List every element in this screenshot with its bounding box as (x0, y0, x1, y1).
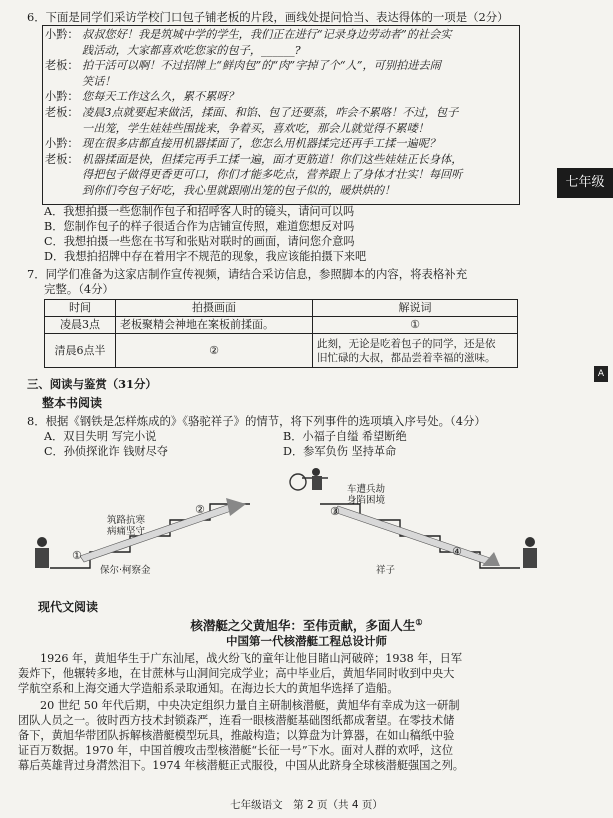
q6-dialog-line (45, 59, 441, 73)
article-paragraph-1 (18, 651, 518, 696)
p2-line4: 证百万数据。1970 年，中国首艘攻击型核潜艇“长征一号”下水。面对人群的欢呼，这位 (18, 744, 454, 757)
side-marker-a: A (594, 366, 608, 382)
dialog-text: 凌晨3点就要起来做活，揉面、和馅、包了还要蒸，咋会不累咯！不过，包子 (82, 106, 459, 119)
dialog-text: 践活动，大家都喜欢吃您家的包子，______? (82, 43, 301, 57)
dialog-text: 得把包子做得更香更可口，你们才能多吃点，营养跟上了身体才壮实！每回听 (82, 168, 463, 182)
right-arrow-band (334, 506, 490, 564)
q7-table (44, 299, 518, 368)
q7-row2-time: 清晨6点半 (45, 334, 116, 368)
q7-row1-time: 凌晨3点 (45, 317, 116, 334)
q7-header-scene: 拍摄画面 (116, 300, 313, 317)
q6-option-d: D．我想拍招牌中存在着用字不规范的现象，我应该能拍摄下来吧 (44, 250, 367, 263)
xiangzi-name-label: 祥子 (376, 565, 396, 576)
xiangzi-rickshaw-icon (290, 468, 328, 490)
q6-dialog-line (45, 106, 458, 120)
dialog-speaker: 老板： (45, 59, 79, 73)
section3-title: 三、阅读与鉴赏（31分） (27, 377, 157, 391)
dialog-speaker: 老板： (45, 152, 79, 166)
q6-dialog-line (45, 90, 239, 104)
modern-reading-heading: 现代文阅读 (38, 600, 99, 614)
dialog-speaker: 小黔： (45, 90, 79, 104)
article-subtitle: 中国第一代核潜艇工程总设计师 (226, 634, 387, 648)
q6-dialog-line (45, 28, 451, 42)
article-title (0, 616, 613, 634)
q7-row1-narration: ① (313, 317, 518, 334)
q6-dialog-line (45, 153, 462, 167)
q8-stem: 8．根据《钢铁是怎样炼成的》《骆驼祥子》的情节，将下列事件的选项填入序号处。（4分） (27, 414, 486, 428)
q7-header-narration: 解说词 (313, 300, 518, 317)
p2-line1: 20 世纪 50 年代后期，中央决定组织力量自主研制核潜艇，黄旭华有幸成为这一研制 (40, 699, 460, 712)
left-arrow-band (80, 504, 234, 562)
q7-row1-scene: 老板聚精会神地在案板前揉面。 (116, 317, 313, 334)
right-event-label (347, 484, 385, 506)
q6-option-a: A．我想拍摄一些您制作包子和招呼客人时的镜头，请问可以吗 (44, 205, 355, 218)
q7-header-time: 时间 (45, 300, 116, 317)
q6-dialog-line (45, 122, 429, 136)
grade-side-tab: 七年级 (557, 168, 613, 198)
q8-staircase-diagram (20, 460, 540, 580)
p1-line2: 轰炸下，他辗转多地，在甘蔗林与山洞间完成学业；高中毕业后，黄旭华同时收到中央大 (18, 667, 455, 680)
q7-row2-scene: ② (116, 334, 313, 368)
q8-option-d: D．参军负伤 坚持革命 (283, 445, 397, 458)
q7-stem-line2: 完整。（4分） (44, 282, 114, 296)
right-event-label-line1: 车遭兵劫 (347, 484, 386, 495)
left-event-label-line2: 病痛坚守 (107, 526, 146, 537)
dialog-text: 机器揉面是快，但揉完再手工揉一遍，面才更筋道！你们这些娃娃正长身体， (82, 152, 463, 166)
dialog-speaker: 小黔： (45, 28, 79, 41)
p1-line3: 学航空系和上海交通大学造船系录取通知。在海边长大的黄旭华选择了造船。 (18, 682, 399, 695)
q7-header-row (45, 300, 518, 317)
dialog-text: 拍干活可以啊！不过招牌上“鲜肉包”的“肉”字掉了个“人”，可别拍进去闹 (82, 59, 441, 73)
dialog-text: 您每天工作这么久，累不累呀？ (82, 90, 239, 104)
left-event-label (107, 515, 145, 537)
q8-option-a: A．双目失明 写完小说 (44, 430, 157, 443)
pavel-name-label: 保尔·柯察金 (100, 565, 151, 576)
mark-2: ② (195, 503, 205, 516)
q7-row-2 (45, 334, 518, 368)
article-paragraph-2 (18, 698, 518, 773)
p2-line3: 备下，黄旭华带团队拆解核潜艇模型玩具，推敲构造；以算盘为计算器，在如山稿纸中验 (18, 729, 455, 742)
right-event-label-line2: 身陷困境 (347, 495, 386, 506)
dialog-speaker: 老板： (45, 106, 79, 119)
q6-option-b: B．您制作包子的样子很适合作为店铺宣传照，难道您想反对吗 (44, 220, 355, 233)
q7-row2-narration-line2: 旧忙碌的大叔，都品尝着幸福的滋味。 (317, 351, 496, 364)
q8-option-c: C．孙侦探讹诈 钱财尽夺 (44, 445, 168, 458)
mark-4: ④ (452, 545, 462, 558)
article-title-note: ① (415, 616, 423, 627)
pavel-figure-icon (35, 537, 49, 568)
q8-option-b: B．小福子自缢 希望断绝 (283, 430, 407, 443)
p2-line2: 团队人员之一。彼时西方技术封锁森严，连看一眼核潜艇基础图纸都成奢望。在零技术储 (18, 714, 455, 727)
dialog-text: 一出笼，学生娃娃些围拢来，争着买，喜欢吃，那会儿就觉得不累喽！ (82, 121, 429, 135)
xiangzi-figure-icon (523, 537, 537, 568)
p1-line1: 1926 年，黄旭华生于广东汕尾，战火纷飞的童年让他目睹山河破碎；1938 年，日军 (40, 652, 463, 665)
q6-dialog-line (45, 184, 395, 198)
dialog-text: 到你们夸包子好吃，我心里就跟刚出笼的包子似的，暖烘烘的！ (82, 184, 396, 197)
q6-dialog-line (45, 168, 462, 182)
q7-row2-narration-line1: 此刻，无论是吃着包子的同学，还是依 (317, 337, 496, 350)
q7-row2-narration (313, 334, 518, 368)
left-arrow-head (226, 498, 246, 516)
p2-line5: 幕后英雄背过身潸然泪下。1974 年核潜艇正式服役，中国从此跻身全球核潜艇强国之列。 (18, 759, 464, 772)
q6-stem: 6．下面是同学们采访学校门口包子铺老板的片段，画线处提问恰当、表达得体的一项是（2分） (27, 10, 509, 24)
mark-1: ① (72, 549, 82, 562)
article-title-text: 核潜艇之父黄旭华：至伟贡献，多面人生 (190, 618, 416, 633)
dialog-text: 现在很多店都直接用机器揉面了，您怎么用机器揉完还再手工揉一遍呢？ (82, 137, 441, 151)
whole-book-reading-heading: 整本书阅读 (42, 396, 103, 410)
q6-dialog-line (45, 137, 440, 151)
left-event-label-line1: 筑路抗寒 (107, 515, 146, 526)
q6-option-c: C．我想拍摄一些您在书写和张贴对联时的画面，请问您介意吗 (44, 235, 355, 248)
dialog-speaker: 小黔： (45, 137, 79, 151)
q7-row-1 (45, 317, 518, 334)
dialog-text: 叔叔您好！我是筑城中学的学生，我们正在进行“记录身边劳动者”的社会实 (82, 28, 452, 41)
q6-dialog-line (45, 75, 116, 89)
q6-dialog-line (45, 44, 301, 58)
mark-3: ③ (330, 505, 340, 518)
page-footer: 七年级语文 第 2 页（共 4 页） (230, 799, 383, 811)
dialog-text: 笑话！ (82, 74, 116, 88)
q7-stem-line1: 7．同学们准备为这家店制作宣传视频，请结合采访信息，参照脚本的内容，将表格补充 (27, 267, 468, 281)
